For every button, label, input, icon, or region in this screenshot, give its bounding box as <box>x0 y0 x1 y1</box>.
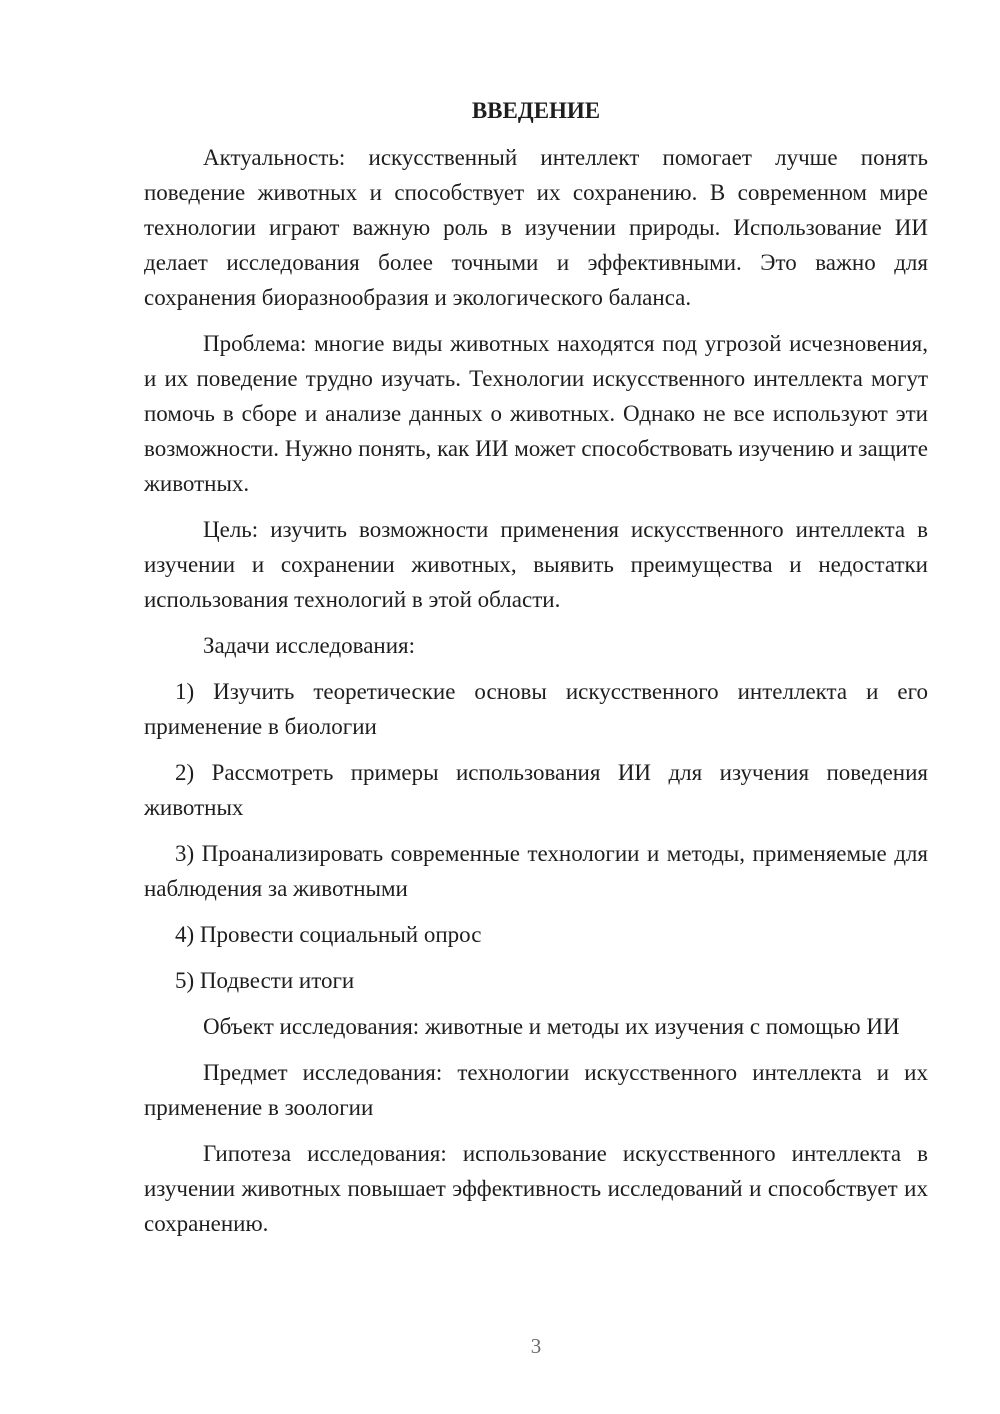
relevance-label: Актуальность: <box>203 145 346 170</box>
subject-label: Предмет исследования: <box>203 1060 443 1085</box>
document-page <box>144 96 928 1252</box>
problem-text: многие виды животных находятся под угрозой исчезновения, и их поведение трудно изучать. Технологии искусственного интеллекта могут помочь в сборе и анализе данных о животных. Однако не все используют эти возможности. Нужно понять, как ИИ может способствовать изучению и защите животных. <box>144 331 928 496</box>
subject-paragraph <box>144 1055 928 1125</box>
relevance-text: искусственный интеллект помогает лучше понять поведение животных и способствует их сохранению. В современном мире технологии играют важную роль в изучении природы. Использование ИИ делает исследования более точными и эффективными. Это важно для сохранения биоразнообразия и экологического баланса. <box>144 145 928 310</box>
problem-paragraph <box>144 326 928 501</box>
hypothesis-label: Гипотеза исследования: <box>203 1141 447 1166</box>
object-paragraph <box>144 1009 928 1044</box>
problem-label: Проблема: <box>203 331 307 356</box>
tasks-title: Задачи исследования: <box>203 633 416 658</box>
task-item-1: 1) Изучить теоретические основы искусственного интеллекта и его применение в биологии <box>144 679 928 739</box>
task-item-5: 5) Подвести итоги <box>175 968 355 993</box>
hypothesis-text: использование искусственного интеллекта в изучении животных повышает эффективность исследований и способствует их сохранению. <box>144 1141 929 1236</box>
task-item-3: 3) Проанализировать современные технологии и методы, применяемые для наблюдения за животными <box>144 841 928 901</box>
subject-text: технологии искусственного интеллекта и их применение в зоологии <box>144 1060 928 1120</box>
relevance-paragraph <box>144 140 928 315</box>
goal-paragraph <box>144 512 928 617</box>
object-text: животные и методы их изучения с помощью ИИ <box>419 1014 900 1039</box>
object-label: Объект исследования: <box>203 1014 420 1039</box>
task-item-4: 4) Провести социальный опрос <box>175 922 482 947</box>
task-item-2: 2) Рассмотреть примеры использования ИИ для изучения поведения животных <box>144 760 928 820</box>
page-number: 3 <box>530 1334 542 1358</box>
goal-label: Цель: <box>203 517 259 542</box>
goal-text: изучить возможности применения искусственного интеллекта в изучении и сохранении животных, выявить преимущества и недостатки использования технологий в этой области. <box>144 517 928 612</box>
page-title: ВВЕДЕНИЕ <box>471 98 601 123</box>
hypothesis-paragraph <box>144 1136 928 1241</box>
